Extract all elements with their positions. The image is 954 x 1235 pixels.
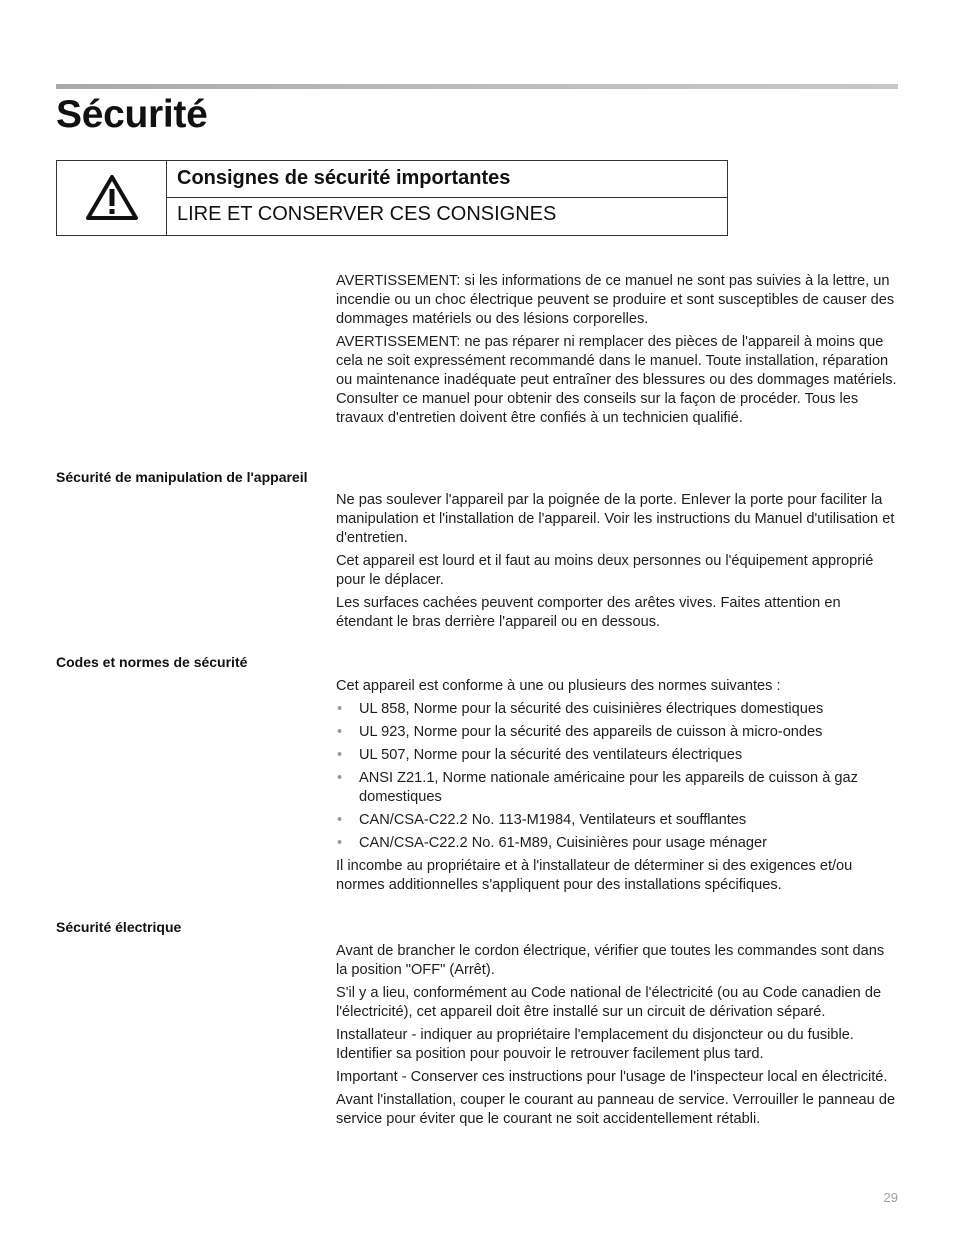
- section-heading-electrical: Sécurité électrique: [56, 919, 182, 935]
- list-item: • CAN/CSA-C22.2 No. 61-M89, Cuisinières pour usage ménager: [336, 834, 898, 853]
- page-number: 29: [883, 1190, 898, 1205]
- list-item: • ANSI Z21.1, Norme nationale américaine pour les appareils de cuisson à gaz domestiques: [336, 769, 898, 807]
- section-heading-codes: Codes et normes de sécurité: [56, 654, 248, 670]
- section-heading-handling: Sécurité de manipulation de l'appareil: [56, 469, 308, 485]
- handling-section: [336, 491, 898, 636]
- handling-paragraph: Cet appareil est lourd et il faut au moins deux personnes ou l'équipement approprié pour le déplacer.: [336, 553, 874, 588]
- handling-paragraph: Ne pas soulever l'appareil par la poignée de la porte. Enlever la porte pour faciliter la manipulation et l'installation de l'appareil. Voir les instructions du Manuel d'utilisation et d'entretien.: [336, 492, 895, 546]
- electrical-paragraph: Avant l'installation, couper le courant au panneau de service. Verrouiller le panneau de service pour éviter que le courant ne soit accidentellement rétabli.: [336, 1092, 896, 1127]
- safety-box-subheading: LIRE ET CONSERVER CES CONSIGNES: [177, 203, 557, 225]
- handling-paragraph: Les surfaces cachées peuvent comporter des arêtes vives. Faites attention en étendant le bras derrière l'appareil ou en dessous.: [336, 595, 841, 630]
- electrical-paragraph: Important - Conserver ces instructions pour l'usage de l'inspecteur local en électricité.: [336, 1069, 888, 1085]
- safety-box-heading: Consignes de sécurité importantes: [167, 161, 727, 198]
- norms-list: [336, 700, 898, 853]
- electrical-paragraph: Installateur - indiquer au propriétaire l'emplacement du disjoncteur ou du fusible. Identifier sa position pour pouvoir le retrouver facilement plus tard.: [336, 1027, 854, 1062]
- codes-outro: Il incombe au propriétaire et à l'installateur de déterminer si des exigences et/ou normes additionnelles s'appliquent pour des installations spécifiques.: [336, 858, 853, 893]
- safety-icon-cell: [57, 161, 167, 235]
- codes-intro: Cet appareil est conforme à une ou plusieurs des normes suivantes :: [336, 678, 781, 694]
- list-item: • UL 858, Norme pour la sécurité des cuisinières électriques domestiques: [336, 700, 898, 719]
- electrical-paragraph: Avant de brancher le cordon électrique, vérifier que toutes les commandes sont dans la position "OFF" (Arrêt).: [336, 943, 885, 978]
- safety-text-cell: [167, 161, 727, 235]
- electrical-section: [336, 942, 898, 1133]
- electrical-paragraph: S'il y a lieu, conformément au Code national de l'électricité (ou au Code canadien de l'électricité), cet appareil doit être installé sur un circuit de dérivation séparé.: [336, 985, 882, 1020]
- top-rule: [56, 84, 898, 89]
- warning-triangle-icon: [85, 174, 139, 222]
- page-title: Sécurité: [56, 93, 208, 136]
- safety-notice-box: [56, 160, 728, 236]
- codes-section: [336, 677, 898, 899]
- list-item: • UL 923, Norme pour la sécurité des appareils de cuisson à micro-ondes: [336, 723, 898, 742]
- warning-paragraph: AVERTISSEMENT: si les informations de ce manuel ne sont pas suivies à la lettre, un incendie ou un choc électrique peuvent se produire et sont susceptibles de causer des dommages matériels ou des lésions corporelles.: [336, 273, 895, 327]
- warnings-section: [336, 272, 898, 432]
- list-item: • CAN/CSA-C22.2 No. 113-M1984, Ventilateurs et soufflantes: [336, 811, 898, 830]
- list-item: • UL 507, Norme pour la sécurité des ventilateurs électriques: [336, 746, 898, 765]
- warning-paragraph: AVERTISSEMENT: ne pas réparer ni remplacer des pièces de l'appareil à moins que cela ne soit expressément recommandé dans le manuel. Toute installation, réparation ou maintenance inadéquate peut entraîner des blessures ou des dommages matériels. Consulter ce manuel pour obtenir des conseils sur la façon de procéder. Tous les travaux d'entretien doivent être confiés à un technicien qualifié.: [336, 334, 897, 426]
